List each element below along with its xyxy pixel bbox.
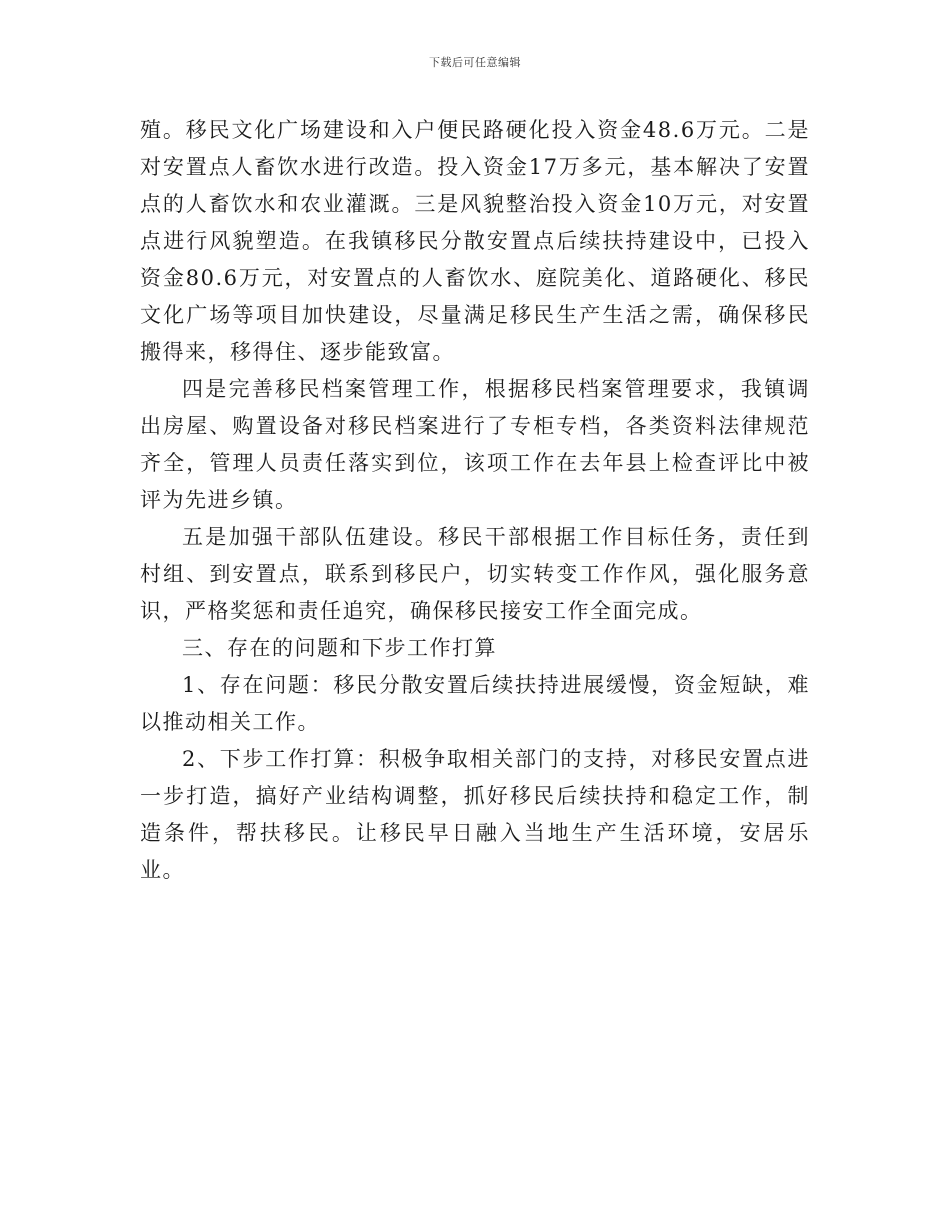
page-header: 下载后可任意编辑 (429, 56, 521, 69)
paragraph-archive-management: 四是完善移民档案管理工作，根据移民档案管理要求，我镇调出房屋、购置设备对移民档案进行了专柜专档，各类资料法律规范齐全，管理人员责任落实到位，该项工作在去年县上检查评比中被评为先进乡镇。 (140, 377, 810, 512)
paragraph-next-steps: 2、下步工作打算：积极争取相关部门的支持，对移民安置点进一步打造，搞好产业结构调整，抓好移民后续扶持和稳定工作，制造条件，帮扶移民。让移民早日融入当地生产生活环境，安居乐业。 (140, 747, 810, 882)
paragraph-existing-problems: 1、存在问题：移民分散安置后续扶持进展缓慢，资金短缺，难以推动相关工作。 (140, 673, 810, 734)
paragraph-cadre-building: 五是加强干部队伍建设。移民干部根据工作目标任务，责任到村组、到安置点，联系到移民户，切实转变工作作风，强化服务意识，严格奖惩和责任追究，确保移民接安工作全面完成。 (140, 525, 810, 623)
section-heading-problems: 三、存在的问题和下步工作打算 (182, 636, 497, 660)
document-body (140, 112, 810, 889)
paragraph-continuation: 殖。移民文化广场建设和入户便民路硬化投入资金48.6万元。二是对安置点人畜饮水进行改造。投入资金17万多元，基本解决了安置点的人畜饮水和农业灌溉。三是风貌整治投入资金10万元，对安置点进行风貌塑造。在我镇移民分散安置点后续扶持建设中，已投入资金80.6万元，对安置点的人畜饮水、庭院美化、道路硬化、移民文化广场等项目加快建设，尽量满足移民生产生活之需，确保移民搬得来，移得住、逐步能致富。 (140, 118, 810, 364)
